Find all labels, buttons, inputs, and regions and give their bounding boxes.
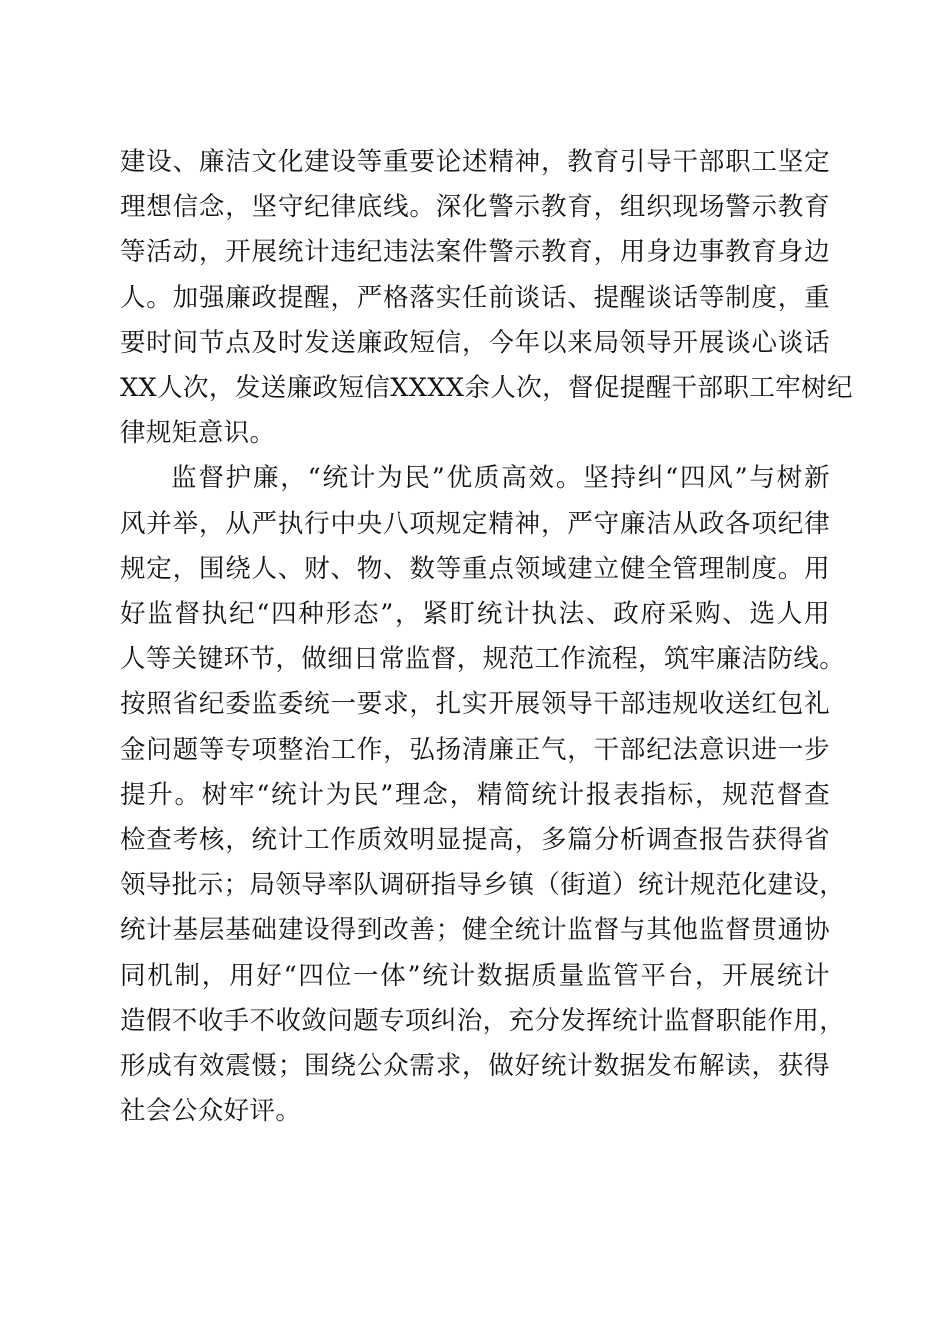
text-line: 风并举，从严执行中央八项规定精神，严守廉洁从政各项纪律 [120,508,830,539]
paragraph-supervision [120,456,846,1134]
text-line: 建设、廉洁文化建设等重要论述精神，教育引导干部职工坚定 [120,147,830,177]
text-line: 检查考核，统计工作质效明显提高，多篇分析调查报告获得省 [120,825,830,856]
text-line: 理想信念，坚守纪律底线。深化警示教育，组织现场警示教育 [120,192,830,223]
document-body [120,140,853,1134]
text-line: 金问题等专项整治工作，弘扬清廉正气，干部纪法意识进一步 [120,734,830,765]
text-line: 监督护廉，“统计为民”优质高效。坚持纠“四风”与树新 [171,463,830,494]
text-line: 统计基层基础建设得到改善；健全统计监督与其他监督贯通协 [120,915,830,946]
text-line: 律规矩意识。 [120,418,276,449]
text-line: 造假不收手不收敛问题专项纠治，充分发挥统计监督职能作用， [120,1005,846,1036]
text-line: 好监督执纪“四种形态”，紧盯统计执法、政府采购、选人用 [120,599,830,630]
text-line: XX人次，发送廉政短信XXXX余人次，督促提醒干部职工牢树纪 [120,373,853,404]
text-line: 人等关键环节，做细日常监督，规范工作流程，筑牢廉洁防线。 [120,644,846,675]
text-line: 社会公众好评。 [120,1096,302,1127]
text-line: 提升。树牢“统计为民”理念，精简统计报表指标，规范督查 [120,779,830,810]
text-line: 同机制，用好“四位一体”统计数据质量监管平台，开展统计 [120,960,830,991]
paragraph-discipline-education [120,140,853,456]
text-line: 等活动，开展统计违纪违法案件警示教育，用身边事教育身边 [120,237,830,268]
text-line: 要时间节点及时发送廉政短信，今年以来局领导开展谈心谈话 [120,327,830,358]
text-line: 按照省纪委监委统一要求，扎实开展领导干部违规收送红包礼 [120,689,830,720]
text-line: 形成有效震慑；围绕公众需求，做好统计数据发布解读，获得 [120,1051,830,1082]
text-line: 领导批示；局领导率队调研指导乡镇（街道）统计规范化建设， [120,870,846,901]
text-line: 人。加强廉政提醒，严格落实任前谈话、提醒谈话等制度，重 [120,282,830,313]
text-line: 规定，围绕人、财、物、数等重点领域建立健全管理制度。用 [120,553,830,584]
